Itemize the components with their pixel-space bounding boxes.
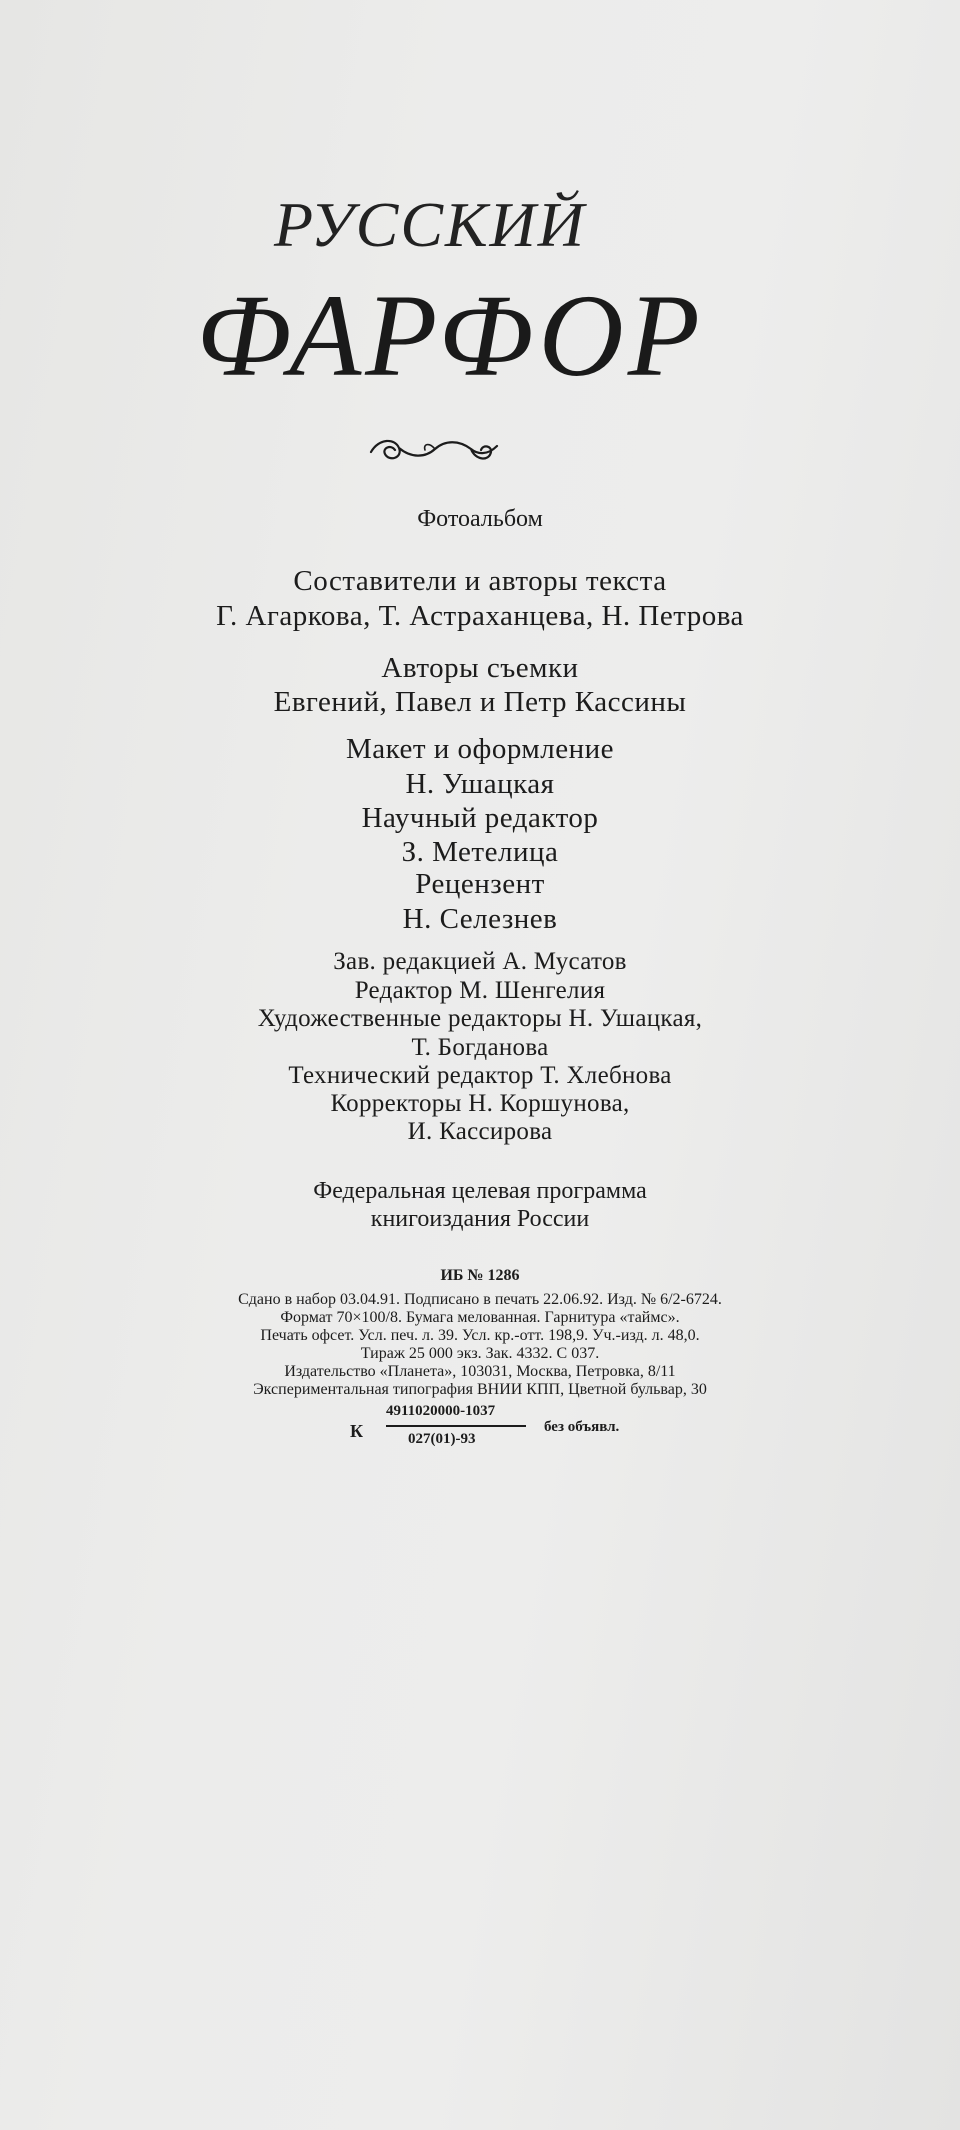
genre-label: Фотоальбом xyxy=(417,506,543,532)
program-line: книгоиздания России xyxy=(370,1206,590,1232)
credit-line: Н. Селезнев xyxy=(402,903,558,935)
flourish-ornament-icon xyxy=(365,432,505,466)
imprint-line: Издательство «Планета», 103031, Москва, Петровка, 8/11 xyxy=(284,1363,676,1380)
fraction-bar xyxy=(386,1425,526,1427)
editorial-line: Зав. редакцией А. Мусатов xyxy=(333,948,627,975)
editorial-line: Технический редактор Т. Хлебнова xyxy=(288,1062,672,1089)
credit-line: Авторы съемки xyxy=(381,652,579,684)
credit-line: Евгений, Павел и Петр Кассины xyxy=(273,686,687,718)
imprint-line: Печать офсет. Усл. печ. л. 39. Усл. кр.-отт. 198,9. Уч.-изд. л. 48,0. xyxy=(260,1327,700,1344)
imprint-line: Экспериментальная типография ВНИИ КПП, Цветной бульвар, 30 xyxy=(253,1381,707,1398)
catalog-code-letter: К xyxy=(350,1421,364,1441)
catalog-code xyxy=(350,1403,650,1463)
editorial-line: И. Кассирова xyxy=(407,1118,553,1145)
title-line-2: ФАРФОР xyxy=(196,270,704,401)
imprint-ib: ИБ № 1286 xyxy=(440,1267,520,1284)
editorial-line: Редактор М. Шенгелия xyxy=(354,977,606,1004)
catalog-code-numerator: 4911020000-1037 xyxy=(386,1403,496,1419)
credit-line: Г. Агаркова, Т. Астраханцева, Н. Петрова xyxy=(216,600,744,632)
catalog-code-denominator: 027(01)-93 xyxy=(408,1431,476,1447)
credit-line: Макет и оформление xyxy=(345,733,615,765)
title-line-1: РУССКИЙ xyxy=(274,189,586,260)
imprint-line: Формат 70×100/8. Бумага мелованная. Гарнитура «таймс». xyxy=(280,1309,680,1326)
editorial-line: Т. Богданова xyxy=(411,1034,549,1061)
imprint-line: Тираж 25 000 экз. Зак. 4332. С 037. xyxy=(360,1345,600,1362)
imprint-line: Сдано в набор 03.04.91. Подписано в печать 22.06.92. Изд. № 6/2-6724. xyxy=(238,1291,722,1308)
credit-line: Рецензент xyxy=(415,868,545,900)
credit-line: Научный редактор xyxy=(361,802,599,834)
program-line: Федеральная целевая программа xyxy=(313,1178,647,1204)
catalog-code-note: без объявл. xyxy=(544,1419,620,1435)
editorial-line: Художественные редакторы Н. Ушацкая, xyxy=(257,1005,703,1032)
credit-line: З. Метелица xyxy=(401,836,559,868)
credit-line: Составители и авторы текста xyxy=(293,565,667,597)
credit-line: Н. Ушацкая xyxy=(405,768,555,800)
editorial-line: Корректоры Н. Коршунова, xyxy=(330,1090,630,1117)
